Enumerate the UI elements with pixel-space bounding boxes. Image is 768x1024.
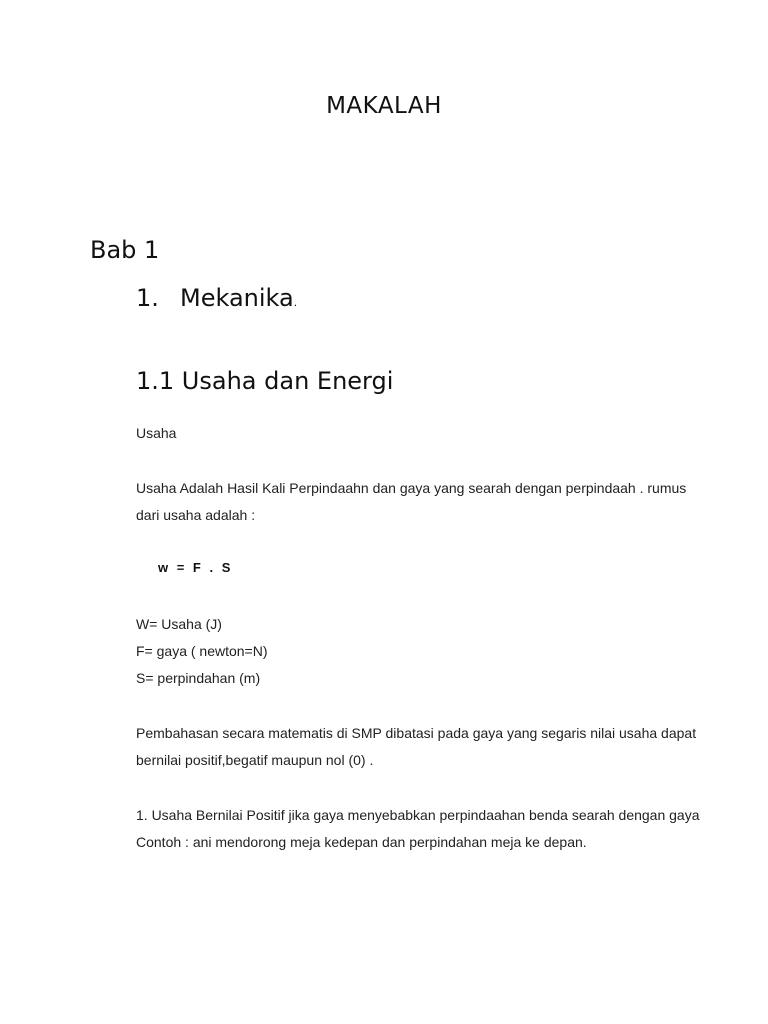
chapter-heading: Bab 1 — [90, 236, 160, 264]
positive-work-line-1: 1. Usaha Bernilai Positif jika gaya menyebabkan perpindaahan benda searah dengan gaya — [136, 807, 700, 823]
definition-line-1: Usaha Adalah Hasil Kali Perpindaahn dan gaya yang searah dengan perpindaah . rumus — [136, 480, 687, 496]
section-title-period: . — [293, 295, 298, 309]
legend-w: W= Usaha (J) — [136, 616, 222, 632]
usaha-heading: Usaha — [136, 425, 177, 441]
document-title: MAKALAH — [326, 93, 442, 119]
legend-f: F= gaya ( newton=N) — [136, 643, 268, 659]
section-title-text: Mekanika — [180, 284, 294, 312]
discussion-line-1: Pembahasan secara matematis di SMP dibatasi pada gaya yang segaris nilai usaha dapat — [136, 725, 697, 741]
section-number: 1. — [136, 284, 159, 312]
positive-work-example: Contoh : ani mendorong meja kedepan dan perpindahan meja ke depan. — [136, 834, 587, 850]
definition-line-2: dari usaha adalah : — [136, 507, 256, 523]
legend-s: S= perpindahan (m) — [136, 670, 261, 686]
discussion-line-2: bernilai positif,begatif maupun nol (0) . — [136, 752, 374, 768]
section-heading — [180, 284, 297, 312]
subsection-heading: 1.1 Usaha dan Energi — [136, 367, 394, 395]
work-formula: w = F . S — [158, 560, 232, 575]
